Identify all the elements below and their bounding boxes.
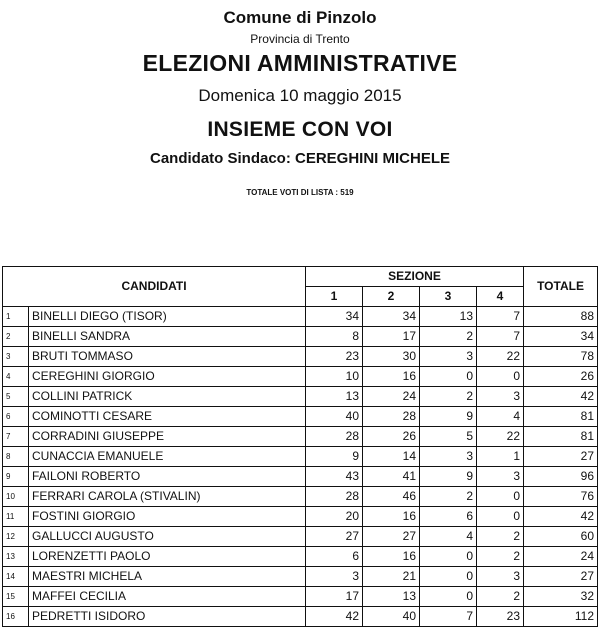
- mayor-candidate: Candidato Sindaco: CEREGHINI MICHELE: [149, 150, 450, 167]
- section-1-votes: 23: [306, 347, 363, 367]
- section-2-votes: 28: [363, 407, 420, 427]
- total-votes: 24: [524, 547, 598, 567]
- section-2-votes: 40: [363, 607, 420, 627]
- section-1-votes: 8: [306, 327, 363, 347]
- election-title: ELEZIONI AMMINISTRATIVE: [142, 50, 458, 76]
- section-3-votes: 13: [420, 307, 477, 327]
- candidate-name: PEDRETTI ISIDORO: [29, 607, 306, 627]
- total-votes: 112: [524, 607, 598, 627]
- row-number: 6: [3, 407, 29, 427]
- total-votes: 60: [524, 527, 598, 547]
- section-1-votes: 43: [306, 467, 363, 487]
- section-3-header: 3: [420, 287, 477, 307]
- row-number: 9: [3, 467, 29, 487]
- row-number: 5: [3, 387, 29, 407]
- row-number: 11: [3, 507, 29, 527]
- table-row: [3, 387, 598, 407]
- row-number: 7: [3, 427, 29, 447]
- candidate-name: MAESTRI MICHELA: [29, 567, 306, 587]
- candidate-name: CEREGHINI GIORGIO: [29, 367, 306, 387]
- section-3-votes: 3: [420, 447, 477, 467]
- row-number: 3: [3, 347, 29, 367]
- section-4-votes: 0: [477, 507, 524, 527]
- section-3-votes: 2: [420, 387, 477, 407]
- table-row: [3, 527, 598, 547]
- candidate-name: MAFFEI CECILIA: [29, 587, 306, 607]
- table-row: [3, 487, 598, 507]
- section-2-header: 2: [363, 287, 420, 307]
- section-4-votes: 0: [477, 367, 524, 387]
- section-2-votes: 27: [363, 527, 420, 547]
- row-number: 12: [3, 527, 29, 547]
- total-votes: 81: [524, 407, 598, 427]
- section-3-votes: 0: [420, 547, 477, 567]
- section-4-votes: 2: [477, 547, 524, 567]
- section-2-votes: 26: [363, 427, 420, 447]
- section-3-votes: 5: [420, 427, 477, 447]
- section-3-votes: 6: [420, 507, 477, 527]
- section-3-votes: 9: [420, 407, 477, 427]
- total-header: TOTALE: [524, 267, 598, 307]
- list-name: INSIEME CON VOI: [207, 118, 393, 141]
- row-number: 10: [3, 487, 29, 507]
- candidate-name: FAILONI ROBERTO: [29, 467, 306, 487]
- section-1-votes: 9: [306, 447, 363, 467]
- table-row: [3, 607, 598, 627]
- candidate-name: COLLINI PATRICK: [29, 387, 306, 407]
- section-4-votes: 3: [477, 387, 524, 407]
- section-4-votes: 3: [477, 567, 524, 587]
- section-4-votes: 22: [477, 427, 524, 447]
- section-1-votes: 40: [306, 407, 363, 427]
- section-1-votes: 13: [306, 387, 363, 407]
- municipality-title: Comune di Pinzolo: [223, 8, 377, 27]
- total-votes: 96: [524, 467, 598, 487]
- row-number: 8: [3, 447, 29, 467]
- total-votes: 27: [524, 447, 598, 467]
- total-list-votes: TOTALE VOTI DI LISTA : 519: [246, 188, 354, 197]
- table-row: [3, 367, 598, 387]
- section-3-votes: 3: [420, 347, 477, 367]
- section-4-votes: 1: [477, 447, 524, 467]
- section-2-votes: 16: [363, 367, 420, 387]
- section-4-votes: 0: [477, 487, 524, 507]
- total-votes: 26: [524, 367, 598, 387]
- row-number: 15: [3, 587, 29, 607]
- candidate-name: BINELLI SANDRA: [29, 327, 306, 347]
- section-3-votes: 2: [420, 487, 477, 507]
- section-2-votes: 24: [363, 387, 420, 407]
- section-1-votes: 42: [306, 607, 363, 627]
- section-3-votes: 7: [420, 607, 477, 627]
- row-number: 14: [3, 567, 29, 587]
- section-3-votes: 4: [420, 527, 477, 547]
- table-row: [3, 307, 598, 327]
- row-number: 4: [3, 367, 29, 387]
- row-number: 13: [3, 547, 29, 567]
- table-row: [3, 427, 598, 447]
- table-row: [3, 467, 598, 487]
- section-1-votes: 28: [306, 427, 363, 447]
- table-row: [3, 347, 598, 367]
- table-row: [3, 447, 598, 467]
- section-2-votes: 46: [363, 487, 420, 507]
- section-2-votes: 14: [363, 447, 420, 467]
- section-4-votes: 7: [477, 307, 524, 327]
- total-votes: 76: [524, 487, 598, 507]
- section-1-votes: 17: [306, 587, 363, 607]
- total-votes: 78: [524, 347, 598, 367]
- candidate-name: BRUTI TOMMASO: [29, 347, 306, 367]
- row-number: 1: [3, 307, 29, 327]
- section-2-votes: 16: [363, 507, 420, 527]
- total-votes: 81: [524, 427, 598, 447]
- section-4-header: 4: [477, 287, 524, 307]
- section-3-votes: 9: [420, 467, 477, 487]
- section-4-votes: 2: [477, 587, 524, 607]
- section-1-votes: 28: [306, 487, 363, 507]
- section-1-votes: 6: [306, 547, 363, 567]
- total-votes: 27: [524, 567, 598, 587]
- row-number: 16: [3, 607, 29, 627]
- row-number: 2: [3, 327, 29, 347]
- section-1-votes: 27: [306, 527, 363, 547]
- candidates-header: CANDIDATI: [3, 267, 306, 307]
- section-4-votes: 4: [477, 407, 524, 427]
- header-row: [3, 267, 598, 287]
- section-4-votes: 3: [477, 467, 524, 487]
- table-row: [3, 407, 598, 427]
- section-3-votes: 0: [420, 367, 477, 387]
- section-2-votes: 41: [363, 467, 420, 487]
- section-3-votes: 2: [420, 327, 477, 347]
- section-2-votes: 30: [363, 347, 420, 367]
- section-1-header: 1: [306, 287, 363, 307]
- section-2-votes: 16: [363, 547, 420, 567]
- section-2-votes: 21: [363, 567, 420, 587]
- table-row: [3, 507, 598, 527]
- section-3-votes: 0: [420, 567, 477, 587]
- table-row: [3, 547, 598, 567]
- total-votes: 34: [524, 327, 598, 347]
- section-4-votes: 2: [477, 527, 524, 547]
- province-subtitle: Provincia di Trento: [250, 32, 350, 46]
- section-2-votes: 17: [363, 327, 420, 347]
- section-1-votes: 3: [306, 567, 363, 587]
- candidate-name: BINELLI DIEGO (TISOR): [29, 307, 306, 327]
- candidate-name: FERRARI CAROLA (STIVALIN): [29, 487, 306, 507]
- results-table: [2, 266, 598, 627]
- table-row: [3, 587, 598, 607]
- candidate-name: CORRADINI GIUSEPPE: [29, 427, 306, 447]
- section-2-votes: 13: [363, 587, 420, 607]
- section-2-votes: 34: [363, 307, 420, 327]
- table-row: [3, 327, 598, 347]
- section-3-votes: 0: [420, 587, 477, 607]
- candidate-name: LORENZETTI PAOLO: [29, 547, 306, 567]
- candidate-name: COMINOTTI CESARE: [29, 407, 306, 427]
- section-1-votes: 20: [306, 507, 363, 527]
- section-4-votes: 22: [477, 347, 524, 367]
- section-1-votes: 34: [306, 307, 363, 327]
- candidate-name: GALLUCCI AUGUSTO: [29, 527, 306, 547]
- total-votes: 32: [524, 587, 598, 607]
- section-4-votes: 7: [477, 327, 524, 347]
- table-row: [3, 567, 598, 587]
- section-1-votes: 10: [306, 367, 363, 387]
- total-votes: 42: [524, 507, 598, 527]
- section-header: SEZIONE: [306, 267, 524, 287]
- candidate-name: FOSTINI GIORGIO: [29, 507, 306, 527]
- candidate-name: CUNACCIA EMANUELE: [29, 447, 306, 467]
- section-4-votes: 23: [477, 607, 524, 627]
- total-votes: 42: [524, 387, 598, 407]
- total-votes: 88: [524, 307, 598, 327]
- election-date: Domenica 10 maggio 2015: [198, 86, 402, 105]
